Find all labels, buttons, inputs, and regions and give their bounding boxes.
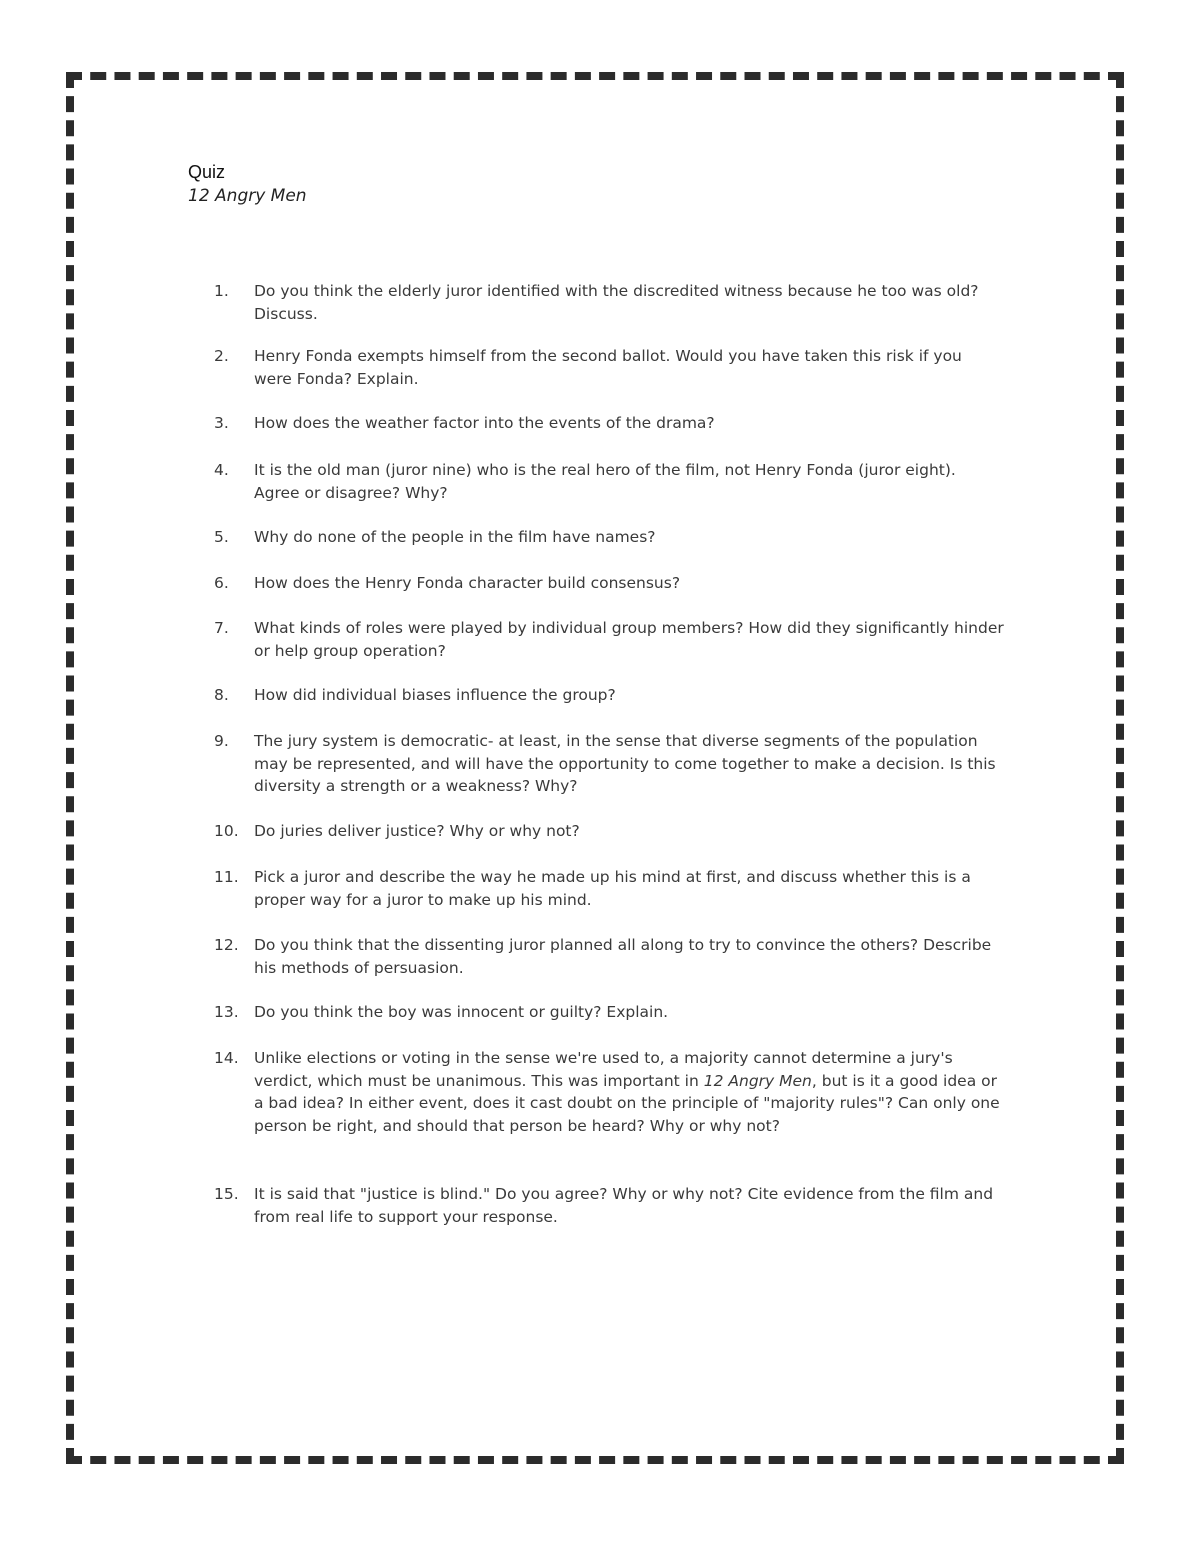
question-text: Pick a juror and describe the way he made up his mind at first, and discuss whether this is a proper way for a juror to make up his mind. [254,868,971,909]
quiz-title: 12 Angry Men [188,186,307,206]
question-item [214,1001,1004,1024]
question-text: How does the Henry Fonda character build consensus? [254,574,681,592]
question-text: Do you think the boy was innocent or guilty? Explain. [254,1003,669,1021]
question-item [214,1047,1004,1137]
question-text: It is the old man (juror nine) who is the real hero of the film, not Henry Fonda (juror eight). Agree or disagree? Why? [254,461,956,502]
question-number: 3. [214,414,229,432]
question-item [214,345,1004,390]
question-item [214,459,1004,504]
question-text: What kinds of roles were played by individual group members? How did they significantly hinder or help group operation? [254,619,1004,660]
question-text: Do you think that the dissenting juror planned all along to try to convince the others? Describe his methods of persuasion. [254,936,992,977]
question-text-part: , but is it a good idea or a bad idea? In either event, does it cast doubt on the principle of "majority rules"? Can only one person be right, and should that person be heard? Why or why not? [254,1071,1000,1135]
header [188,160,307,208]
question-text: Do you think the elderly juror identified with the discredited witness because he too was old? Discuss. [254,282,979,323]
question-item [214,280,1004,325]
question-item [214,730,1004,798]
question-number: 13. [214,1003,239,1021]
question-text: Why do none of the people in the film have names? [254,528,656,546]
question-item [214,1183,1004,1228]
question-item [214,572,1004,595]
question-item [214,934,1004,979]
question-number: 12. [214,936,239,954]
question-number: 2. [214,347,229,365]
question-text: The jury system is democratic- at least, in the sense that diverse segments of the population may be represented, and will have the opportunity to come together to make a decision. Is this diversity a strength or a weakness? Why? [254,732,996,795]
question-item [214,526,1004,549]
question-item [214,820,1004,843]
question-item [214,866,1004,911]
question-number: 1. [214,282,229,300]
question-number: 4. [214,461,229,479]
question-text: Do juries deliver justice? Why or why not? [254,822,580,840]
question-number: 5. [214,528,229,546]
question-item [214,412,1004,435]
question-item [214,684,1004,707]
question-number: 15. [214,1185,239,1203]
question-number: 11. [214,868,239,886]
film-title-italic: 12 Angry Men [703,1071,812,1090]
quiz-label: Quiz [188,162,226,182]
question-text: Henry Fonda exempts himself from the second ballot. Would you have taken this risk if you were Fonda? Explain. [254,347,962,388]
question-text: It is said that "justice is blind." Do you agree? Why or why not? Cite evidence from the film and from real life to support your response. [254,1185,994,1226]
question-text [254,1047,1004,1137]
question-number: 7. [214,619,229,637]
question-text: How did individual biases influence the group? [254,686,616,704]
question-number: 9. [214,732,229,750]
question-text: How does the weather factor into the events of the drama? [254,414,715,432]
question-number: 10. [214,822,239,840]
question-item [214,617,1004,662]
question-text-part: Unlike elections or voting in the sense we're used to, a majority cannot determine a jury's verdict, which must be unanimous. This was important in [254,1049,953,1090]
question-number: 6. [214,574,229,592]
question-number: 14. [214,1049,239,1067]
question-number: 8. [214,686,229,704]
